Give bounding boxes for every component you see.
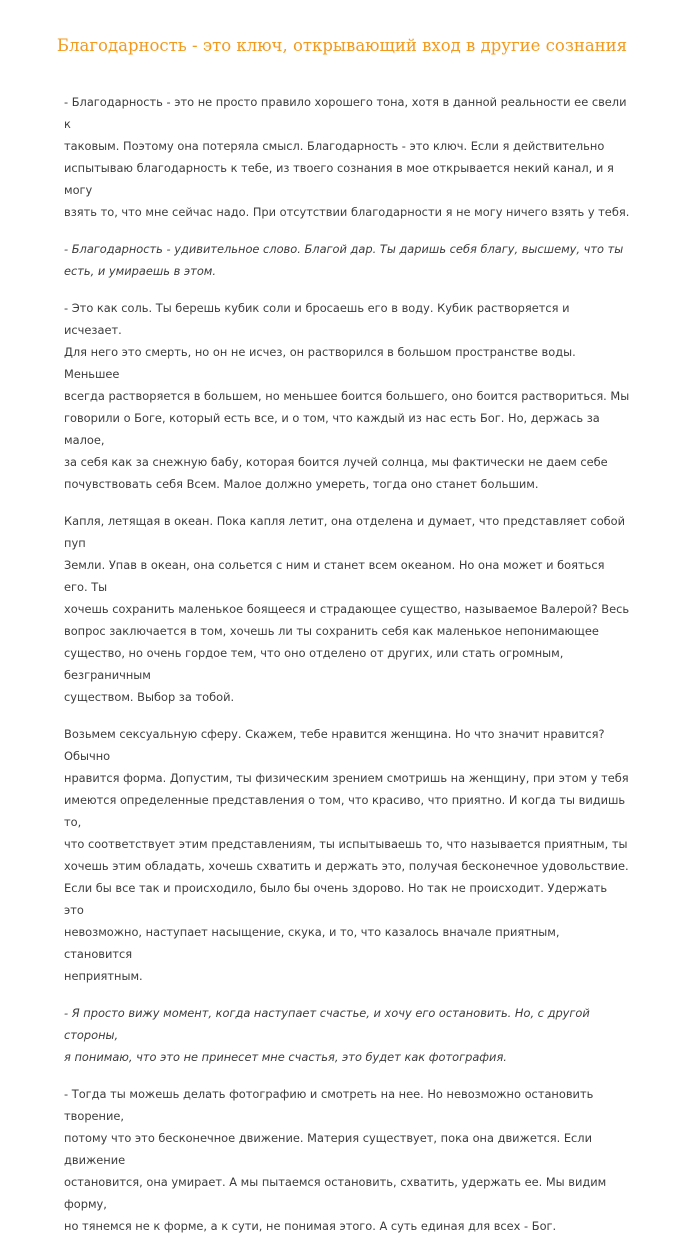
text-paragraph	[64, 1083, 630, 1237]
text-paragraph	[64, 297, 630, 495]
text-line: хочешь сохранить маленькое боящееся и страдающее существо, называемое Валерой? Весь	[64, 602, 630, 616]
text-line: вопрос заключается в том, хочешь ли ты сохранить себя как маленькое непонимающее	[64, 624, 599, 638]
text-line: есть, и умираешь в этом.	[64, 264, 216, 278]
text-line: Капля, летящая в океан. Пока капля летит, она отделена и думает, что представляет собой пуп	[64, 514, 626, 550]
text-line: за себя как за снежную бабу, которая боится лучей солнца, мы фактически не даем себе	[64, 455, 608, 469]
text-line: всегда растворяется в большем, но меньшее боится большего, оно боится раствориться. Мы	[64, 389, 630, 403]
text-line: взять то, что мне сейчас надо. При отсутствии благодарности я не могу ничего взять у тебя.	[64, 205, 630, 219]
text-line: - Тогда ты можешь делать фотографию и смотреть на нее. Но невозможно остановить творение,	[64, 1087, 594, 1123]
text-line: имеются определенные представления о том, что красиво, что приятно. И когда ты видишь то,	[64, 793, 626, 829]
text-line: Возьмем сексуальную сферу. Скажем, тебе нравится женщина. Но что значит нравится? Обычно	[64, 727, 605, 763]
text-paragraph	[64, 723, 630, 987]
document-title: Благодарность - это ключ, открывающий вход в другие сознания	[56, 36, 628, 55]
text-line: но тянемся не к форме, а к сути, не понимая этого. А суть единая для всех - Бог.	[64, 1219, 557, 1233]
text-line: нравится форма. Допустим, ты физическим зрением смотришь на женщину, при этом у тебя	[64, 771, 629, 785]
text-line: существо, но очень гордое тем, что оно отделено от других, или стать огромным, безграничным	[64, 646, 564, 682]
text-line: - Это как соль. Ты берешь кубик соли и бросаешь его в воду. Кубик растворяется и исчезает.	[64, 301, 570, 337]
text-line: говорили о Боге, который есть все, и о том, что каждый из нас есть Бог. Но, держась за малое,	[64, 411, 600, 447]
text-line: неприятным.	[64, 969, 143, 983]
text-line: невозможно, наступает насыщение, скука, и то, что казалось вначале приятным, становится	[64, 925, 560, 961]
text-paragraph	[64, 91, 630, 223]
text-line: - Благодарность - удивительное слово. Благой дар. Ты даришь себя благу, высшему, что ты	[64, 242, 624, 256]
text-line: таковым. Поэтому она потеряла смысл. Благодарность - это ключ. Если я действительно	[64, 139, 605, 153]
text-line: испытываю благодарность к тебе, из твоего сознания в мое открывается некий канал, и я могу	[64, 161, 614, 197]
text-line: что соответствует этим представлениям, ты испытываешь то, что называется приятным, ты	[64, 837, 628, 851]
text-line: - Я просто вижу момент, когда наступает счастье, и хочу его остановить. Но, с другой стороны,	[64, 1006, 590, 1042]
text-line: остановится, она умирает. А мы пытаемся остановить, схватить, удержать ее. Мы видим форму,	[64, 1175, 607, 1211]
text-line: - Благодарность - это не просто правило хорошего тона, хотя в данной реальности ее свели к	[64, 95, 627, 131]
text-line: существом. Выбор за тобой.	[64, 690, 235, 704]
text-line: Если бы все так и происходило, было бы очень здорово. Но так не происходит. Удержать это	[64, 881, 608, 917]
text-paragraph	[64, 510, 630, 708]
question-paragraph	[64, 238, 630, 282]
text-line: потому что это бесконечное движение. Материя существует, пока она движется. Если движение	[64, 1131, 592, 1167]
text-line: хочешь этим обладать, хочешь схватить и держать это, получая бесконечное удовольствие.	[64, 859, 629, 873]
text-line: почувствовать себя Всем. Малое должно умереть, тогда оно станет большим.	[64, 477, 539, 491]
text-line: Для него это смерть, но он не исчез, он растворился в большом пространстве воды. Меньшее	[64, 345, 576, 381]
document-body	[64, 91, 630, 1252]
text-line: я понимаю, что это не принесет мне счастья, это будет как фотография.	[64, 1050, 507, 1064]
text-line: Земли. Упав в океан, она сольется с ним и станет всем океаном. Но она может и бояться его. Ты	[64, 558, 605, 594]
question-paragraph	[64, 1002, 630, 1068]
